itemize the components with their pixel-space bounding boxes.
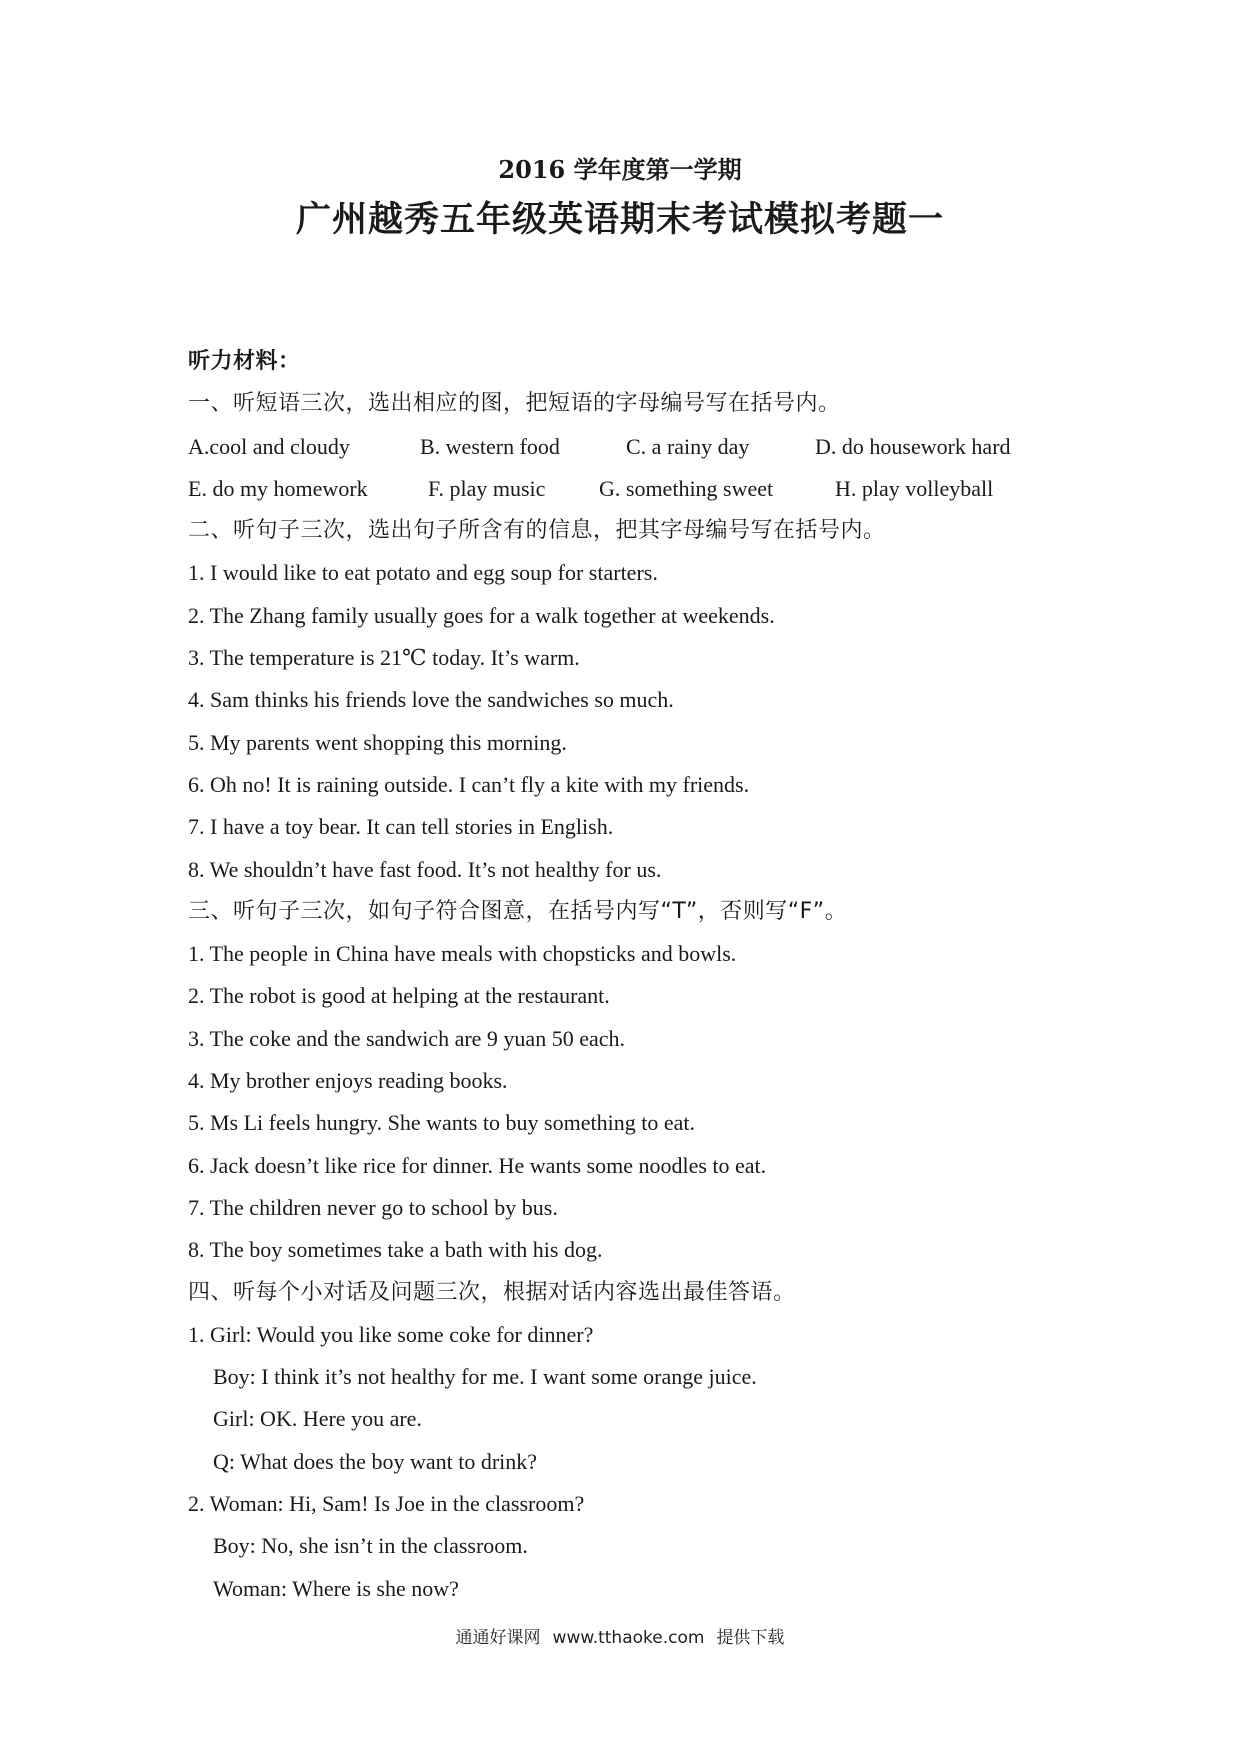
part3-item: 3. The coke and the sandwich are 9 yuan 50 each. [188,1025,625,1051]
dialog1-question: Q: What does the boy want to drink? [213,1448,538,1474]
part3-item: 6. Jack doesn’t like rice for dinner. He wants some noodles to eat. [188,1152,767,1178]
part3-item: 4. My brother enjoys reading books. [188,1068,508,1094]
dialog2-line: 2. Woman: Hi, Sam! Is Joe in the classroom? [188,1491,585,1517]
part2-heading: 二、听句子三次，选出句子所含有的信息，把其字母编号写在括号内。 [188,518,886,544]
listening-label: 听力材料： [188,349,301,374]
document-body [188,341,1088,1610]
part2-item: 5. My parents went shopping this morning. [188,729,567,755]
footer-site-name: 通通好课网 [455,1628,541,1648]
option-a: A.cool and cloudy [188,433,350,459]
option-c: C. a rainy day [626,433,750,459]
part2-item: 4. Sam thinks his friends love the sandwiches so much. [188,687,674,713]
option-e: E. do my homework [188,475,368,501]
option-h: H. play volleyball [835,475,994,501]
part2-item: 7. I have a toy bear. It can tell stories in English. [188,814,614,840]
part3-item: 7. The children never go to school by bus. [188,1194,558,1220]
document-subtitle: 2016 学年度第一学期 [498,155,742,184]
part2-item: 2. The Zhang family usually goes for a walk together at weekends. [188,602,775,628]
option-d: D. do housework hard [815,433,1011,459]
page-footer [0,1623,1240,1648]
dialog1-line: 1. Girl: Would you like some coke for dinner? [188,1321,594,1347]
part2-item: 1. I would like to eat potato and egg soup for starters. [188,560,658,586]
part2-item: 3. The temperature is 21℃ today. It’s warm. [188,645,580,671]
part3-item: 8. The boy sometimes take a bath with his dog. [188,1237,603,1263]
part3-item: 2. The robot is good at helping at the restaurant. [188,983,610,1009]
footer-note: 提供下载 [716,1628,785,1648]
dialog2-line: Woman: Where is she now? [213,1575,459,1601]
option-f: F. play music [428,475,546,501]
dialog1-line: Boy: I think it’s not healthy for me. I want some orange juice. [213,1364,757,1390]
part3-item: 1. The people in China have meals with chopsticks and bowls. [188,941,737,967]
option-g: G. something sweet [599,475,774,501]
part1-options-row1 [188,426,1088,468]
part1-options-row2 [188,468,1088,510]
document-title: 广州越秀五年级英语期末考试模拟考题一 [295,199,944,240]
part2-item: 8. We shouldn’t have fast food. It’s not healthy for us. [188,856,662,882]
option-b: B. western food [420,433,560,459]
part1-heading: 一、听短语三次，选出相应的图，把短语的字母编号写在括号内。 [188,391,841,417]
dialog1-line: Girl: OK. Here you are. [213,1406,422,1432]
part4-heading: 四、听每个小对话及问题三次，根据对话内容选出最佳答语。 [188,1279,796,1305]
part3-item: 5. Ms Li feels hungry. She wants to buy something to eat. [188,1110,695,1136]
part2-item: 6. Oh no! It is raining outside. I can’t fly a kite with my friends. [188,771,750,797]
part3-heading: 三、听句子三次，如句子符合图意，在括号内写“T”，否则写“F”。 [188,898,848,924]
footer-url: www.tthaoke.com [552,1628,705,1648]
dialog2-line: Boy: No, she isn’t in the classroom. [213,1533,528,1559]
